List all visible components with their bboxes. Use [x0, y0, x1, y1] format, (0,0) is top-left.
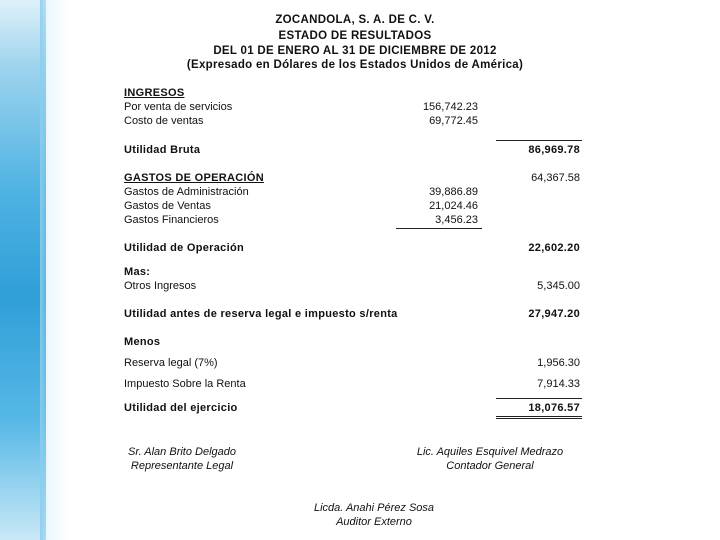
utilidad-operacion-label: Utilidad de Operación [124, 242, 244, 254]
costo-ventas-value: 69,772.45 [429, 115, 478, 127]
utilidad-ejercicio-label: Utilidad del ejercicio [124, 402, 238, 414]
otros-ingresos-label: Otros Ingresos [124, 280, 197, 292]
gastos-admin-value: 39,886.89 [429, 186, 478, 198]
utilidad-ejercicio-value: 18,076.57 [528, 402, 580, 414]
signature-contador-title: Contador General [446, 460, 534, 472]
rule-double-2 [496, 418, 582, 419]
reserva-legal-label: Reserva legal (7%) [124, 357, 218, 369]
gastos-ventas-value: 21,024.46 [429, 200, 478, 212]
gastos-total-value: 64,367.58 [531, 172, 580, 184]
signature-rep-name: Sr. Alan Brito Delgado [127, 446, 237, 458]
statement-period: DEL 01 DE ENERO AL 31 DE DICIEMBRE DE 2012 [213, 45, 497, 57]
ventas-servicios-label: Por venta de servicios [124, 101, 233, 113]
costo-ventas-label: Costo de ventas [124, 115, 204, 127]
gastos-ventas-label: Gastos de Ventas [124, 200, 211, 212]
utilidad-antes-value: 27,947.20 [528, 308, 580, 320]
decorative-side-band [0, 0, 46, 540]
ingresos-heading: INGRESOS [124, 87, 185, 99]
rule-utilidad-ejercicio [496, 398, 582, 399]
menos-heading: Menos [124, 336, 161, 348]
signature-contador-name: Lic. Aquiles Esquivel Medrazo [416, 446, 564, 458]
gastos-heading: GASTOS DE OPERACIÓN [124, 172, 264, 184]
isr-label: Impuesto Sobre la Renta [124, 378, 246, 390]
signature-auditor-title: Auditor Externo [336, 516, 412, 528]
gastos-financieros-label: Gastos Financieros [124, 214, 219, 226]
utilidad-bruta-label: Utilidad Bruta [124, 144, 201, 156]
gastos-admin-label: Gastos de Administración [124, 186, 249, 198]
signature-rep-title: Representante Legal [130, 460, 234, 472]
rule-double-1 [496, 416, 582, 417]
reserva-legal-value: 1,956.30 [537, 357, 580, 369]
rule-utilidad-bruta [496, 140, 582, 141]
decorative-fade [46, 0, 68, 540]
mas-heading: Mas: [124, 266, 151, 278]
signature-auditor-name: Licda. Anahi Pérez Sosa [313, 502, 435, 514]
company-name: ZOCANDOLA, S. A. DE C. V. [275, 14, 435, 26]
utilidad-antes-label: Utilidad antes de reserva legal e impuesto s/renta [124, 308, 398, 320]
utilidad-bruta-value: 86,969.78 [528, 144, 580, 156]
statement-title: ESTADO DE RESULTADOS [278, 30, 432, 42]
ventas-servicios-value: 156,742.23 [422, 101, 478, 113]
otros-ingresos-value: 5,345.00 [537, 280, 580, 292]
rule-gastos [396, 228, 482, 229]
currency-note: (Expresado en Dólares de los Estados Unidos de América) [186, 59, 524, 71]
gastos-financieros-value: 3,456.23 [435, 214, 478, 226]
utilidad-operacion-value: 22,602.20 [528, 242, 580, 254]
isr-value: 7,914.33 [537, 378, 580, 390]
